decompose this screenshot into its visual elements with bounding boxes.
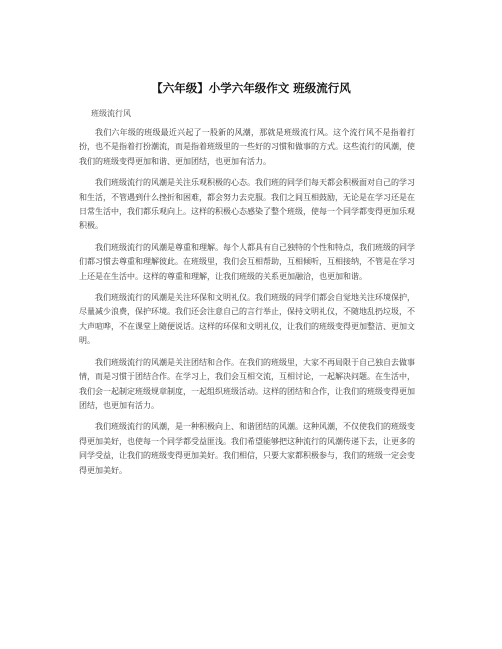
paragraph: 我们班级流行的风潮，是一种积极向上、和谐团结的风潮。这种风潮，不仅使我们的班级变得更加美好，也使每一个同学都受益匪浅。我们希望能够把这种流行的风潮传递下去，让更多的同学受益，让我们的班级变得更加美好。我们相信，只要大家都积极参与，我们的班级一定会变得更加美好。 xyxy=(79,422,415,475)
paragraph: 我们班级流行的风潮是关注环保和文明礼仪。我们班级的同学们都会自觉地关注环境保护，尽量减少浪费，保护环境。我们还会注意自己的言行举止，保持文明礼仪，不随地乱扔垃圾，不大声喧哗，不在课堂上随便说话。这样的环保和文明礼仪，让我们的班级变得更加整洁、更加文明。 xyxy=(79,293,415,346)
document-title: 【六年级】小学六年级作文 班级流行风 xyxy=(151,81,351,95)
paragraph: 我们班级流行的风潮是尊重和理解。每个人都具有自己独特的个性和特点，我们班级的同学们都习惯去尊重和理解彼此。在班级里，我们会互相帮助，互相倾听，互相接纳，不管是在学习上还是在生活中。这样的尊重和理解，让我们班级的关系更加融洽，也更加和谐。 xyxy=(79,242,415,281)
paragraph: 我们班级流行的风潮是关注乐观积极的心态。我们班的同学们每天都会积极面对自己的学习和生活，不管遇到什么挫折和困难，都会努力去克服。我们之间互相鼓励，无论是在学习还是在日常生活中，我们都乐观向上。这样的积极心态感染了整个班级，使每一个同学都变得更加乐观积极。 xyxy=(79,178,415,231)
document-subtitle: 班级流行风 xyxy=(91,109,131,118)
document-body xyxy=(79,126,415,485)
paragraph: 我们六年级的班级最近兴起了一股新的风潮，那就是班级流行风。这个流行风不是指着打扮，也不是指着打扮潮流，而是指着班级里的一些好的习惯和做事的方式。这些流行的风潮，使我们的班级变得更加和谐、更加团结，也更加有活力。 xyxy=(79,128,415,166)
paragraph: 我们班级流行的风潮是关注团结和合作。在我们的班级里，大家不再局限于自己独自去做事情，而是习惯于团结合作。在学习上，我们会互相交流，互相讨论，一起解决问题。在生活中，我们会一起制定班级规章制度，一起组织班级活动。这样的团结和合作，让我们的班级变得更加团结，也更加有活力。 xyxy=(79,357,415,410)
